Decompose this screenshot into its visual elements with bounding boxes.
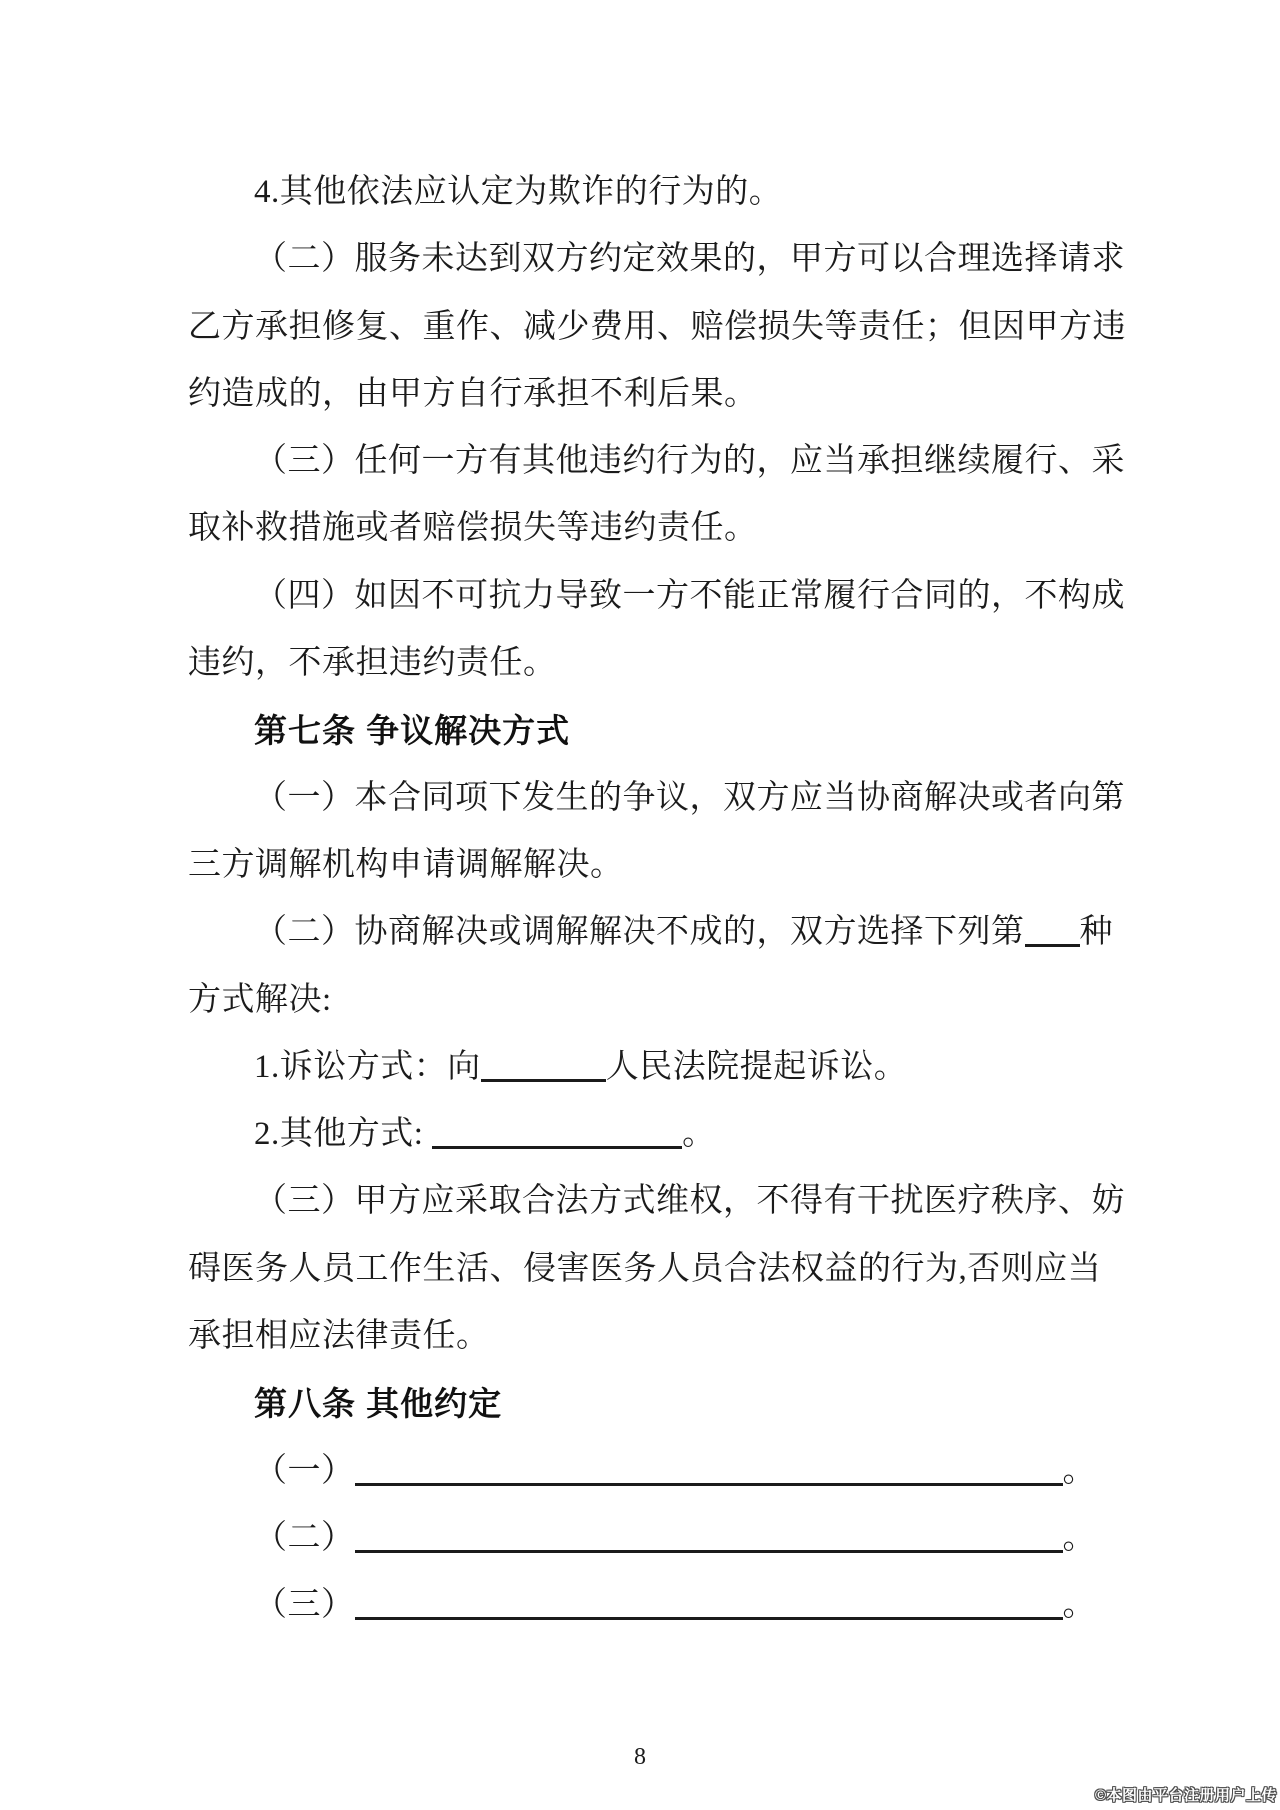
line-text: （二） xyxy=(254,1519,355,1556)
document-line xyxy=(188,226,1125,293)
fill-in-blank-underline xyxy=(432,1118,682,1149)
line-text: 三方调解机构申请调解解决。 xyxy=(188,846,624,883)
line-text: （四）如因不可抗力导致一方不能正常履行合同的，不构成 xyxy=(254,577,1125,614)
line-text: 第八条 其他约定 xyxy=(254,1385,503,1423)
line-text: 1.诉讼方式：向 xyxy=(254,1048,481,1085)
document-line xyxy=(188,361,1100,428)
document-line xyxy=(188,563,1125,630)
document-line xyxy=(188,1101,1100,1168)
line-text: 碍医务人员工作生活、侵害医务人员合法权益的行为,否则应当 xyxy=(188,1250,1102,1287)
line-text: 方式解决: xyxy=(188,981,332,1018)
fill-in-blank-underline xyxy=(355,1455,1063,1486)
upload-watermark: ©本图由平台注册用户上传 xyxy=(1094,1787,1277,1804)
section-heading xyxy=(188,697,1100,764)
line-text: 2.其他方式: xyxy=(254,1116,433,1153)
document-line xyxy=(188,159,1100,226)
fill-in-blank-underline xyxy=(481,1051,606,1082)
line-text: 违约，不承担违约责任。 xyxy=(188,645,557,682)
document-body xyxy=(188,159,1126,1640)
fill-in-blank-underline xyxy=(355,1589,1063,1620)
fill-in-blank-underline xyxy=(1025,916,1080,947)
line-text: 人民法院提起诉讼。 xyxy=(605,1048,908,1085)
document-line xyxy=(188,1168,1125,1235)
line-text: （二）协商解决或调解解决不成的，双方选择下列第 xyxy=(254,914,1025,951)
document-line xyxy=(188,1572,1100,1639)
line-text: 取补救措施或者赔偿损失等违约责任。 xyxy=(188,510,758,547)
line-text: 第七条 争议解决方式 xyxy=(254,712,571,750)
line-text: 。 xyxy=(682,1116,716,1153)
document-line xyxy=(188,967,1100,1034)
line-text: 。 xyxy=(1062,1587,1096,1624)
line-text: （一）本合同项下发生的争议，双方应当协商解决或者向第 xyxy=(254,779,1125,816)
line-text: 约造成的，由甲方自行承担不利后果。 xyxy=(188,375,758,412)
line-text: 4.其他依法应认定为欺诈的行为的。 xyxy=(254,174,783,210)
section-heading xyxy=(188,1370,1100,1437)
document-line xyxy=(188,630,1100,697)
document-line xyxy=(188,832,1100,899)
fill-in-blank-underline xyxy=(355,1522,1063,1553)
page-number: 8 xyxy=(634,1744,646,1770)
line-text: 承担相应法律责任。 xyxy=(188,1318,490,1355)
line-text: （二）服务未达到双方约定效果的，甲方可以合理选择请求 xyxy=(254,241,1125,278)
document-line xyxy=(188,495,1100,562)
document-line xyxy=(188,1034,1100,1101)
line-text: 。 xyxy=(1062,1452,1096,1489)
document-line xyxy=(188,1505,1100,1572)
line-text: （一） xyxy=(254,1452,355,1489)
line-text: 。 xyxy=(1062,1519,1096,1556)
document-line xyxy=(188,765,1125,832)
line-text: （三）任何一方有其他违约行为的，应当承担继续履行、采 xyxy=(254,443,1125,480)
line-text: 乙方承担修复、重作、减少费用、赔偿损失等责任；但因甲方违 xyxy=(188,308,1126,345)
document-line xyxy=(188,294,1126,361)
line-text: 种 xyxy=(1079,914,1113,951)
document-line xyxy=(188,428,1125,495)
document-line xyxy=(188,899,1113,966)
line-text: （三）甲方应采取合法方式维权，不得有干扰医疗秩序、妨 xyxy=(254,1183,1125,1220)
document-line xyxy=(188,1303,1100,1370)
document-line xyxy=(188,1236,1100,1303)
document-line xyxy=(188,1438,1100,1505)
line-text: （三） xyxy=(254,1587,355,1624)
